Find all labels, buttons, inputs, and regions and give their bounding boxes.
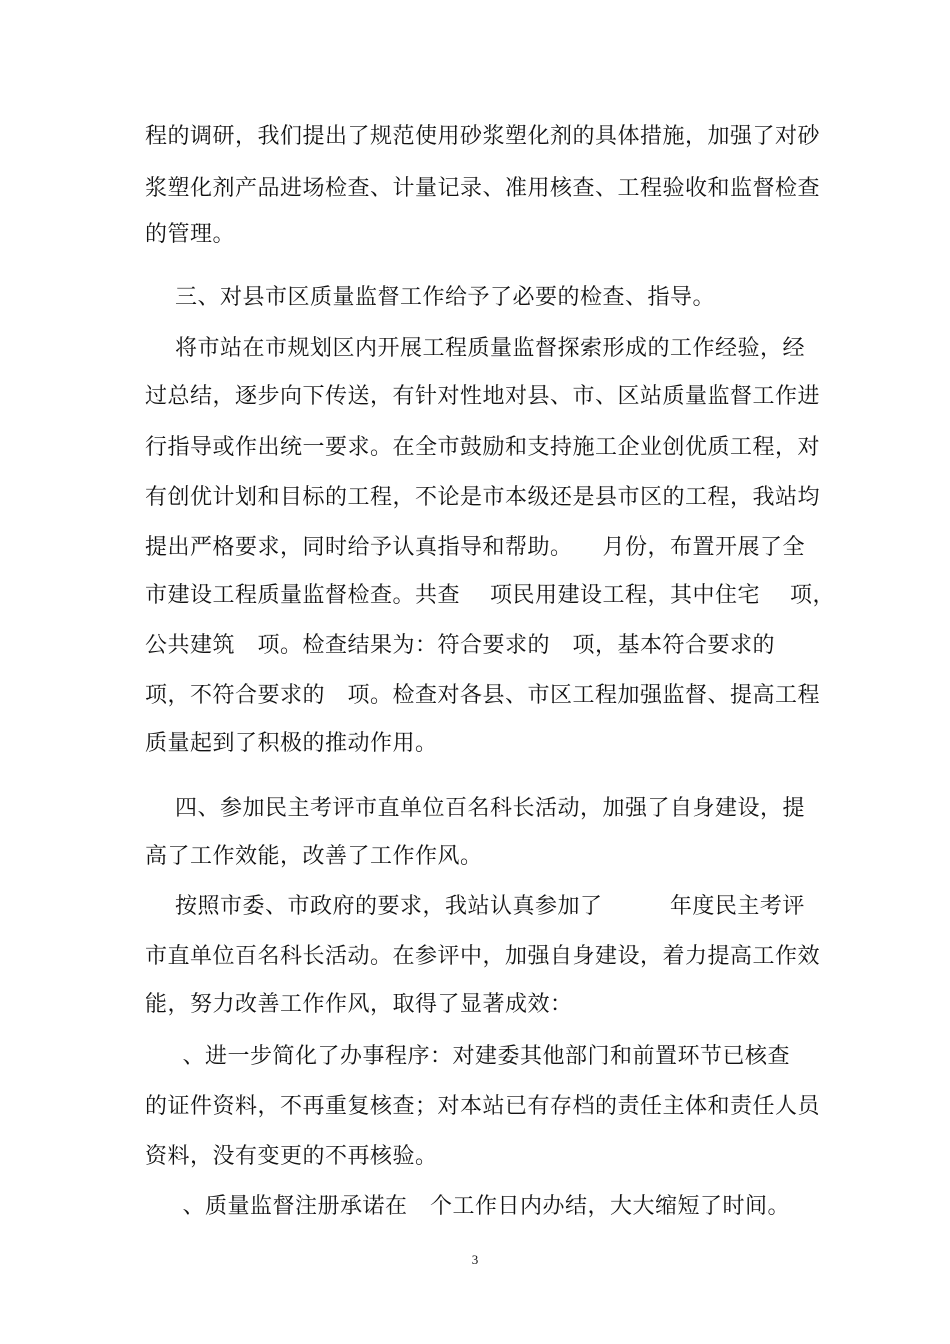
text-line-16: 按照市委、市政府的要求，我站认真参加了 年度民主考评 (145, 894, 805, 919)
text-line-11: 公共建筑 项。检查结果为：符合要求的 项，基本符合要求的 (145, 633, 775, 658)
text-line-2: 浆塑化剂产品进场检查、计量记录、准用核查、工程验收和监督检查 (145, 176, 821, 201)
text-line-20: 的证件资料，不再重复核查；对本站已有存档的责任主体和责任人员 (145, 1094, 821, 1119)
text-line-10: 市建设工程质量监督检查。共查 项民用建设工程，其中住宅 项， (145, 583, 835, 608)
text-line-6: 过总结，逐步向下传送，有针对性地对县、市、区站质量监督工作进 (145, 384, 821, 409)
text-line-12: 项，不符合要求的 项。检查对各县、市区工程加强监督、提高工程 (145, 683, 820, 708)
text-line-13: 质量起到了积极的推动作用。 (145, 731, 438, 756)
page-number: 3 (471, 1252, 479, 1267)
text-line-8: 有创优计划和目标的工程，不论是市本级还是县市区的工程，我站均 (145, 485, 821, 510)
text-line-7: 行指导或作出统一要求。在全市鼓励和支持施工企业创优质工程，对 (145, 435, 821, 460)
text-line-18: 能，努力改善工作作风，取得了显著成效： (145, 992, 573, 1017)
text-line-1: 程的调研，我们提出了规范使用砂浆塑化剂的具体措施，加强了对砂 (145, 124, 821, 149)
text-line-9: 提出严格要求，同时给予认真指导和帮助。 月份，布置开展了全 (145, 535, 805, 560)
text-line-19: 、进一步简化了办事程序：对建委其他部门和前置环节已核查 (145, 1044, 790, 1069)
text-line-4: 三、对县市区质量监督工作给予了必要的检查、指导。 (145, 285, 715, 310)
text-line-17: 市直单位百名科长活动。在参评中，加强自身建设，着力提高工作效 (145, 944, 821, 969)
text-line-3: 的管理。 (145, 222, 236, 247)
text-line-22: 、质量监督注册承诺在 个工作日内办结，大大缩短了时间。 (145, 1194, 790, 1219)
text-line-14: 四、参加民主考评市直单位百名科长活动，加强了自身建设，提 (145, 796, 805, 821)
text-line-21: 资料，没有变更的不再核验。 (145, 1144, 438, 1169)
text-line-15: 高了工作效能，改善了工作作风。 (145, 844, 483, 869)
text-line-5: 将市站在市规划区内开展工程质量监督探索形成的工作经验，经 (145, 336, 805, 361)
